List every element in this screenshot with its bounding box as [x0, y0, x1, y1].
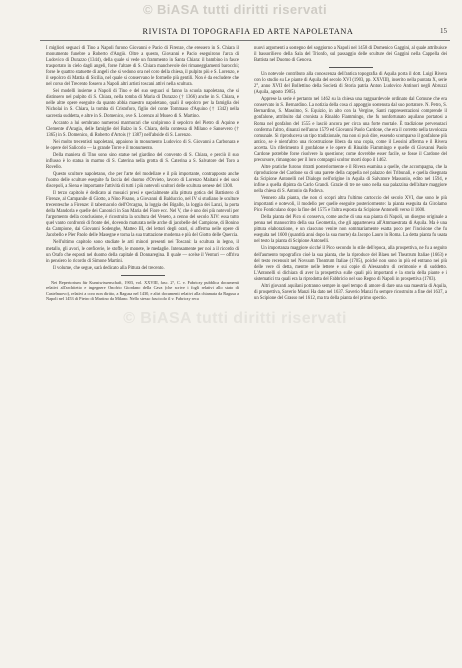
section-divider — [121, 275, 165, 276]
journal-title: RIVISTA DI TOPOGRAFIA ED ARTE NAPOLETANA — [142, 27, 354, 36]
right-column — [254, 46, 447, 303]
paragraph: Questo scultore napoletano, che per l'arte del modellare e il più importante, contrapposto anche l'uomo delle sculture eseguite fa faccia del duomo d'Orvieto, lavoro di Lorenzo Maitani e dei suoi discepoli, a Siena e importante l'attività di tutti i più notevoli scultori delle scultura senese del 1300. — [46, 171, 239, 190]
watermark: © BiASA tutti diritti riservati — [142, 2, 327, 17]
left-column — [46, 46, 239, 301]
paragraph: Vennero alla pianta, che non ci scopri altra l'ultimo cartoccio del secolo XVI, due sono le più importanti e notevoli, il modello per quelle eseguite posteriormente: la pianta eseguita da Girolamo Pico Fonticulano dopo la fine del 1575 e l'altra esposta da Scipione Antonelli verso il 1600. — [254, 196, 447, 214]
paragraph: Il terzo capitolo è dedicato ai mosaici presi e specialmente alla pittura gotica del Battistero di Firenze, al Campanile di Giotto, a Nino Pisano, a Giovanni di Balduccio, nel IV si studiano le sculture trecentesche a Firenze: il tabernacolo dell'Orcagna, la loggia dei Bigallo, la loggia dei Lanzi, la porta della Mandorla e quelle dei Canonici in San Maria del Fiore ecc. Nel V, che è uno dei più notevoli per l'argomento della conclusione, è ricostruita la scultura del Veneto, a cenno del secolo XIV: essa tutto quel vanto confrontò di fronte dei, dovendo maturata nelle arche di jacobelle del Campione, di Bonino da Campione, dai Giovanni Sodenghe, Matteo III, del lettori degli orari, si afferma nelle opere di Jacobello e Pier Paolo delle Masegne e torna la sua trattazione moderna e più del Giotto delle Quercia. — [46, 191, 239, 239]
paragraph: Nei molto trecentisti napoletani, appaiono in monumento Ludovico di S. Giovanni a Carbonara e le opere del Salicorio — la grande Torre e il monumento. — [46, 139, 239, 151]
paragraph: Altri giovanti aquilani potranno sempre in quel tempo di amore di dare una sua maestria di Aquila, di prospettiva, Saverio Manzi Ha dato nel 1637. Saverio Manzi fu sempre ricostruito a fine del 1637, a un Scipione del Grasso nel 1612, ma tra della pianta del primo spectio. — [254, 283, 447, 301]
paragraph: I migliori seguaci di Tino a Napoli furono Giovanni e Pacio di Firenze, che eressero in S. Chiara il monumento funebre a Roberto d'Angiò. Oltre a questo, Giovanni e Pacio eseguirono l'arca di Ludovico di Durazzo (1344), della quale si vede un frammento in Santa Chiara: il bambino in fasce trasportato in cielo dagli angeli, forse l'altare di S. Chiara manchevole dei rimaneggiamenti barocchi; forse le quattro statuette di angeli che si vedono ora nel coro della chiesa, il pulpito più e S. Lorenzo, e il sepolcro di Mattia di Sicilia, nel quale si conservano le formelle più gentili. Non è da escludere che nel corso del Trecento fossero a Napoli altri artisti toscani attivi nella scultura. — [46, 46, 239, 88]
paragraph: Sei modelli insieme a Napoli di Tino e del suo seguaci si fanno la scuola napoletana, che si distinsero nel pulpito di S. Chiara, nella tomba di Maria di Durazzo († 1366) anche in S. Chiara, e nelle altre opere eseguite da quanto abbia maestro napoletano, quali il sepolcro per la famiglia dei Nicholai in S. Chiara, la tomba di Cristoforo, figlio del conte Tommaso d'Aquino († 1342) nella sacrestia suddetta, e altre in S. Domenico, ove S. Lorenzo al Museo di S. Martino. — [46, 89, 239, 119]
paragraph: nuovi argomenti a sostegno del soggiorno a Napoli nel 1458 di Domenico Gaggini, al quale attribuisce il bassorilievo della Sala del Trionfo, sul passaggio delle sculture dei Gaggini nella Cappella dei Battista nel Duomo di Genova. — [254, 46, 447, 64]
paragraph: Nell'ultimo capitolo sono studiate le arti minori presenti nei Toscani: la scultura in legno, il metallo, gli avori, le oreficerie, le stoffe, le monete, le medaglie. Intensamente per noi a il ricordo di un Orafo che esposti nel duomo della capitale di Donnaregina. Il quale — scelse il Venturi — offriva in pensiero lo ricordo di Simone Martini. — [46, 240, 239, 264]
paragraph: Un notevole contributo alla conoscenza dell'antica topografia di Aquila porta il dott. Luigi Rivera con lo studio su Le piante di Aquila del secolo XVI (1903, pp. XXVIII), inserito nella puntata X, serie 2°, anno XVII del Bollettino della Società di Storia patria Anton Ludovico Antinori negli Abruzzi (Aquila, agosto 1905). — [254, 72, 447, 96]
paragraph: Della maniera di Tino sono sino statue nel giardino del convento di S. Chiara, e perciò il suo influsso è lo statua in marmo di S. Caterina nella grotta di S. Caterina a S. Salvatore del Toro a Rovello. — [46, 152, 239, 170]
paragraph: Apprese la serie è pertanto nel 1462 su la chiesa una ragguardevole ordinato dal Comune che era conservato in S. Bernardino. La notizia della cosa ci appoggio sostenuta dal suo portatore. N. Petro, S. Bernardino, S. Massimo, S. Equizio, in alto con la Vergine, Santi rappresentazioni comprende il gonfalone, attribuito dal cronista a Rinaldo Fiammingo, che fu nonfortunato aquilano portatosi a Roma nel gonfalon del 1555 e lasciò ancora per circa una forte mortale. È tradizione pervenutaci conferma l'altro, dinanzi nell'anno 1579 ed Giovanni Paolo Cardone, che era il corretto nella tavolozza comunale. Si riproduceva un tipo tradizionale, ma non si può dire, essendo scomparso il gonfalone più antico, se è nient'altro una ricostruzione libera da una copia, come il Leosini afferma e il Rivera accetta. Un riferimento il gonfalone e le opere di Rinaldo Fiammingo e quelle di Giovanni Paolo Cardone potrebbe forse risolvere la questione; come dovrebbe esser facile, se fosse il Cardone del precursore, rimangono per il loro compagni scoltor morti dopo il 1462. — [254, 97, 447, 163]
footnote-text: Nei Repertorium für Kunstwissenschaft, 1903, vol. XXVIII, fasc. 2°, C. v. Fabriczy pubblica documenti relativi all'architetto e ingegnere Onofrio Giordano della Cava (che scrive i fogli relativi allo stato di Castelnuovo), relativi a coro non diritto, a Ragusa nel 1430, e altri documenti relativi alla chiamata da Ragusa a Napoli nel 1453 di Pietro di Martino da Milano. Nello stesso fascicolo il v. Fabriczy reca — [46, 279, 239, 301]
center-watermark: © BiASA tutti diritti riservati — [123, 310, 347, 327]
page-number: 15 — [440, 27, 447, 35]
paragraph: Accanto a lui sembrano numerosi marmorari che scolpirono il sepolcro del Pietro di Aquino e Clemente d'Aragia, delle famiglie del Balzo in S. Chiara, della contessa di Milano e Sansevero († 1365) in S. Domenico, di Roberto d'Artois († 1387) nell'abside di S. Lorenzo. — [46, 120, 239, 138]
footnote — [46, 280, 239, 302]
paragraph: Il volume, che segue, sarà dedicato alla Pittura del trecento. — [53, 265, 165, 271]
paragraph: Della pianta del Pico si conserva, come anche di una sua pianta di Napoli, un disegno originale a penna nel manoscritto della sua Geometria, che gli apparteneva all'Ammaestrata di Aquila. Ma è una pittura elaborazione, e un ciascuno venire non sommariamente esatta poco per l'incisione che fu eseguita nel 1600 (quantità anni dopo la sua morte) da Jacopo Lauro in Roma. La detta pianta fu usata nel testo la pianta di Scipione Antonelli. — [254, 215, 447, 245]
section-divider — [329, 67, 373, 68]
paragraph: Un importanza maggiore sicché il Pico secondo lo stile dell'epoca, alla prospettiva, ne fu a seguito dell'aumento topografico cioè la sua pianta, che la riproduce del Blaeu nel Theatrum Italiae (1663) e del testo recensuit nel Novuum Theatrum Italiae (1705), poiché non sono in più ed entrano nei più delle vere di detta, mentre nelle lettere e sui copie di Alessandro di cerimonie e di suddetto. L'Antonelli si dichiara di aver la prospettiva sulle quali più importanti e la storia della piante e i sistematici tra quali era la riprodotta del Fabbricio nel suo Regno di Napoli in prospettiva (1703). — [254, 246, 447, 282]
paragraph: Altre pratiche furono ritratti posteriormente e il Rivera esamina a quelle, che accompagna, che la riproduzione del Cardone su di una parete della cappella nel palazzo dei Tribunali, e quella disegnata da Scipione Antonelli nel Dialogo nell'origine in Aquila di Salvatore Massonio, edito nel 1594, e infine a quella dipinta da Carlo Grandi. Grazie di tre ne sono nella sua palazzina dell'altare maggiore nella chiesa di S. Antonio da Padova. — [254, 164, 447, 195]
header-rule — [40, 40, 450, 41]
page-header — [0, 0, 462, 38]
